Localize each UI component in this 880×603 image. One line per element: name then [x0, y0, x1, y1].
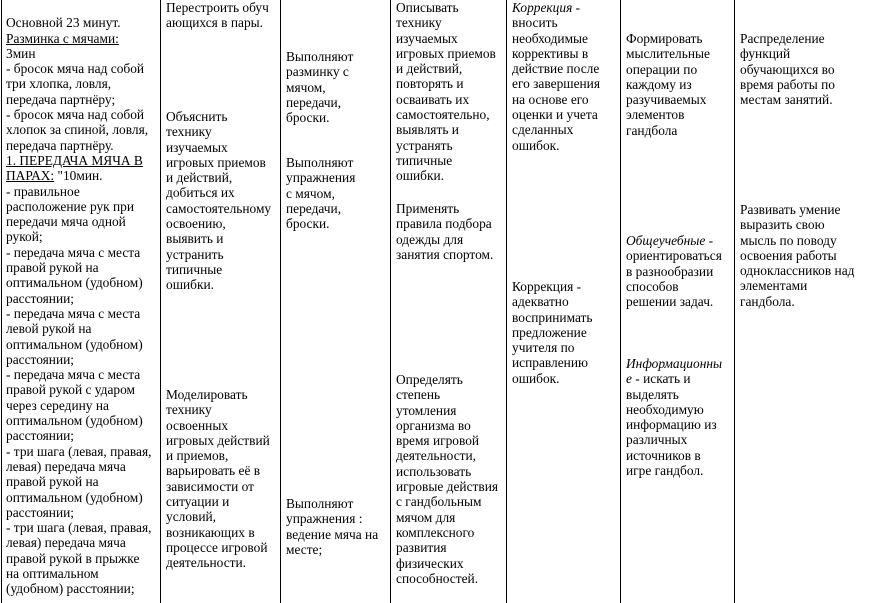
communicative-result-2: Развивать умение выразить свою мысль по поводу освоения работы одноклассников над элементами гандбола. — [740, 202, 855, 309]
column-divider — [280, 0, 281, 603]
student-activity-2: Выполняют упражнения с мячом, передачи, броски. — [286, 155, 356, 232]
warmup-title: Разминка с мячами: — [6, 30, 119, 46]
column-divider — [734, 0, 735, 603]
regulatory-result-1 — [512, 0, 618, 153]
column-divider — [506, 0, 507, 603]
teacher-activity-2: Объяснить технику изучаемых игровых приемов и действий, добиться их самостоятельному освоению, выявить и устранить типичные ошибки. — [166, 109, 272, 293]
informational-label: Информационны е — [626, 356, 723, 387]
pair-passing-steps: - правильное расположение рук при передачи мяча одной рукой; - передача мяча с места правой рукой на оптимальном (удобном) расстоянии; - передача мяча с места левой рукой на оптимальном (удобном) расстоянии; - передача мяча с места правой рукой с ударом через середину на оптимальном (удобном) расстоянии; - три шага (левая, правая, левая) передача мяча правой рукой на оптимальном (удобном) расстоянии; - три шага (левая, правая, левая) передача мяча правой рукой в прыжке на оптимальном (удобном) расстоянии; — [6, 183, 152, 597]
warmup-description: 3мин - бросок мяча над собой три хлопка, ловля, передача партнёру; - бросок мяча над собой хлопок за спиной, ловля, передача партнёру. — [6, 45, 149, 153]
regulatory-result-2: Коррекция - адекватно воспринимать предложение учителя по исправлению ошибок. — [512, 279, 593, 386]
cognitive-result-3 — [626, 356, 732, 478]
correction-text: - вносить необходимые коррективы в действие после его завершения на основе его оценки и учета сделанных ошибок. — [512, 0, 601, 153]
exercise-content-cell — [6, 0, 158, 597]
teacher-activity-1: Перестроить обуч ающихся в пары. — [166, 0, 269, 31]
informational-text: - искать и выделять необходимую информацию из различных источников в игре гандбол. — [626, 371, 717, 479]
subject-result-3: Определять степень утомления организма во время игровой деятельности, использовать игровые действия с гандбольным мячом для комплексного развития физических способностей. — [396, 372, 499, 586]
column-divider — [1, 0, 2, 603]
cognitive-result-2 — [626, 233, 732, 309]
teacher-activity-3: Моделировать технику освоенных игровых действий и приемов, варьировать её в зависимости от ситуации и условий, возникающих в процессе игровой деятельности. — [166, 387, 270, 571]
subject-result-2: Применять правила подбора одежды для занятия спортом. — [396, 201, 494, 262]
pair-passing-title: 1. ПЕРЕДАЧА МЯЧА В ПАРАХ: — [6, 152, 143, 184]
column-divider — [390, 0, 391, 603]
general-learning-label: Общеучебные — [626, 233, 706, 248]
correction-label: Коррекция — [512, 0, 573, 15]
general-learning-text: - ориентироваться в разнообразии способов решении задач. — [626, 233, 722, 310]
communicative-result-1: Распределение функций обучающихся во время работы по местам занятий. — [740, 31, 835, 108]
student-activity-3: Выполняют упражнения : ведение мяча на месте; — [286, 496, 379, 557]
subject-result-1: Описывать технику изучаемых игровых приемов и действий, повторять и осваивать их самостоятельно, выявлять и устранять типичные ошибки. — [396, 0, 496, 184]
pair-passing-duration: "10мин. — [54, 168, 103, 184]
cognitive-result-1: Формировать мыслительные операции по каждому из разучиваемых элементов гандбола — [626, 31, 710, 138]
column-divider — [620, 0, 621, 603]
column-divider — [160, 0, 161, 603]
student-activity-1: Выполняют разминку с мячом, передачи, броски. — [286, 49, 354, 126]
section-title: Основной 23 минут. — [6, 15, 121, 31]
